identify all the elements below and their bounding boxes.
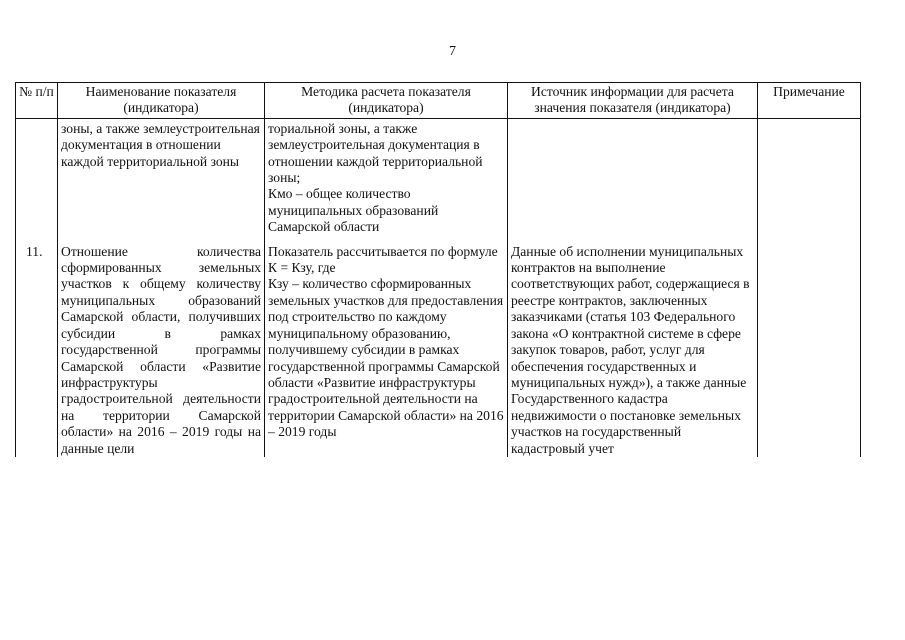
row-num: 11.	[16, 244, 58, 457]
row-method: Показатель рассчитывается по формуле К = Кзу, где Кзу – количество сформированных земельных участков для предоставления под строительство по каждому муниципальному образованию, получившему субсидии в рамках государственной программы Самарской области «Развитие инфраструктуры градостроительной деятельности на территории Самарской области» на 2016 – 2019 годы	[265, 244, 508, 457]
row-name: Отношение количества сформированных земельных участков к общему количеству муниципальных образований Самарской области, получивших субсидии в рамках государственной программы Самарской области «Развитие инфраструктуры градостроительной деятельности на территории Самарской области» на 2016 – 2019 годы на данные цели	[58, 244, 265, 457]
row-source: Данные об исполнении муниципальных контрактов на выполнение соответствующих работ, содержащиеся в реестре контрактов, заключенных заказчиками (статья 103 Федерального закона «О контрактной системе в сфере закупок товаров, работ, услуг для обеспечения государственных и муниципальных нужд»), а также данные Государственного кадастра недвижимости о постановке земельных участков на государственный кадастровый учет	[508, 244, 758, 457]
header-num: № п/п	[16, 83, 58, 119]
row-source	[508, 118, 758, 243]
header-name: Наименование показателя (индикатора)	[58, 83, 265, 119]
row-note	[758, 244, 861, 457]
header-note: Примечание	[758, 83, 861, 119]
header-method: Методика расчета показателя (индикатора)	[265, 83, 508, 119]
row-num	[16, 118, 58, 243]
header-source: Источник информации для расчета значения показателя (индикатора)	[508, 83, 758, 119]
indicator-table	[15, 82, 861, 457]
row-name: зоны, а также землеустроительная документация в отношении каждой территориальной зоны	[58, 118, 265, 243]
table-row	[16, 118, 861, 243]
table-header-row	[16, 83, 861, 119]
row-note	[758, 118, 861, 243]
row-method: ториальной зоны, а также землеустроительная документация в отношении каждой территориальной зоны; Кмо – общее количество муниципальных образований Самарской области	[265, 118, 508, 243]
page-number: 7	[449, 44, 456, 59]
table-row	[16, 244, 861, 457]
